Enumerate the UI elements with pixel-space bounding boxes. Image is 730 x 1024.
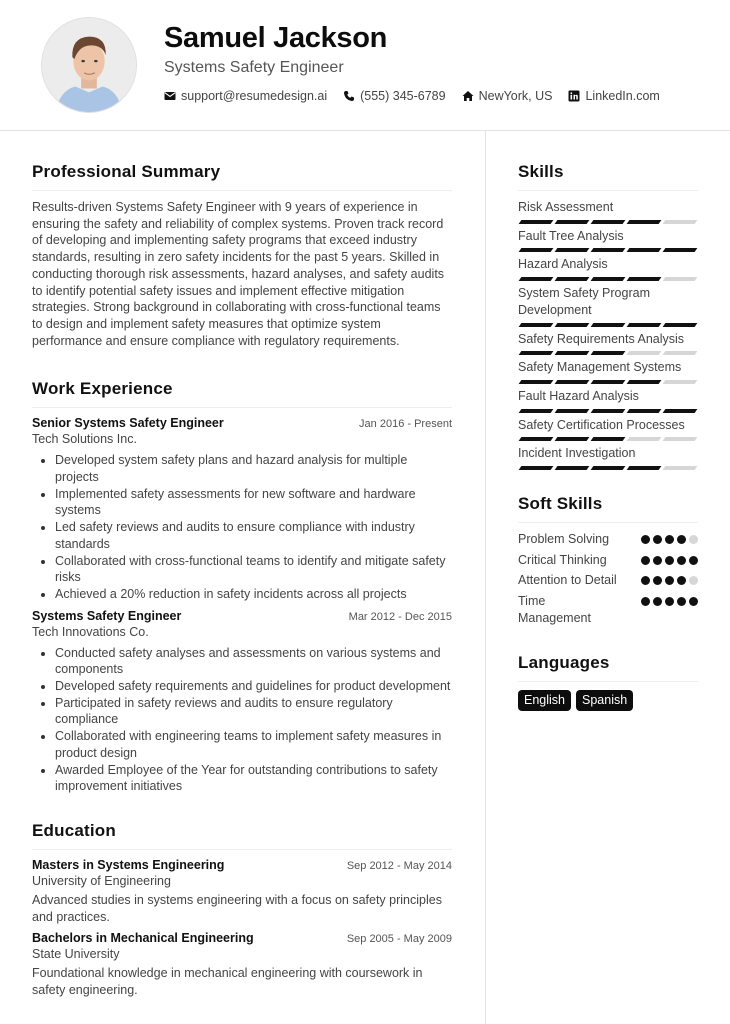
- skill-level-segment: [591, 248, 626, 252]
- skill-level-bar: [518, 409, 698, 413]
- soft-skill-name: Time Management: [518, 594, 591, 625]
- education-description: Advanced studies in systems engineering with a focus on safety principles and practices.: [32, 892, 442, 924]
- skill-item: [518, 417, 698, 442]
- envelope-icon: [164, 90, 176, 102]
- skill-level-segment: [591, 409, 626, 413]
- skill-item: [518, 331, 698, 356]
- skill-name: Incident Investigation: [518, 446, 636, 461]
- job-bullets: [32, 645, 452, 795]
- skill-level-segment: [519, 409, 554, 413]
- soft-skills-list: [518, 531, 698, 627]
- resume-header: [0, 0, 730, 131]
- soft-skill-name: Critical Thinking: [518, 552, 607, 567]
- job-bullet: Developed safety requirements and guidelines for product development: [55, 679, 451, 694]
- rating-dot-icon: [665, 597, 674, 606]
- rating-dot-icon: [689, 535, 698, 544]
- skill-level-segment: [663, 466, 698, 470]
- phone-icon: [343, 90, 355, 102]
- job-role: Senior Systems Safety Engineer: [32, 416, 224, 431]
- skill-level-segment: [627, 380, 662, 384]
- skill-level-segment: [519, 351, 554, 355]
- experience-section: [32, 349, 452, 795]
- summary-section: [32, 131, 452, 349]
- soft-skill-rating: [641, 552, 698, 569]
- skill-level-segment: [519, 323, 554, 327]
- contact-email-text: support@resumedesign.ai: [181, 89, 328, 103]
- contact-linkedin[interactable]: [568, 89, 659, 103]
- rating-dot-icon: [653, 556, 662, 565]
- contact-list: [164, 89, 676, 103]
- section-title-skills: Skills: [518, 162, 698, 191]
- job-entry: [32, 416, 452, 602]
- skill-level-segment: [591, 220, 626, 224]
- rating-dot-icon: [677, 556, 686, 565]
- skill-level-segment: [663, 248, 698, 252]
- rating-dot-icon: [677, 535, 686, 544]
- skill-item: [518, 285, 698, 326]
- languages-list: [518, 690, 698, 711]
- language-badge: English: [518, 690, 571, 711]
- home-icon: [462, 90, 474, 102]
- rating-dot-icon: [641, 576, 650, 585]
- skill-level-segment: [591, 466, 626, 470]
- skill-level-bar: [518, 323, 698, 327]
- skill-level-segment: [555, 220, 590, 224]
- rating-dot-icon: [641, 535, 650, 544]
- skill-level-segment: [591, 277, 626, 281]
- job-entry: [32, 609, 452, 795]
- skill-level-bar: [518, 351, 698, 355]
- skill-item: [518, 359, 698, 384]
- rating-dot-icon: [689, 556, 698, 565]
- skill-level-segment: [663, 323, 698, 327]
- job-bullet: Achieved a 20% reduction in safety incidents across all projects: [55, 586, 452, 603]
- soft-skill-rating: [641, 572, 698, 589]
- skill-level-segment: [555, 323, 590, 327]
- skill-name: Risk Assessment: [518, 200, 614, 214]
- job-bullet: Developed system safety plans and hazard analysis for multiple projects: [55, 452, 452, 485]
- profile-photo-icon: [42, 18, 136, 112]
- section-title-soft-skills: Soft Skills: [518, 494, 698, 523]
- soft-skill-name: Attention to Detail: [518, 573, 617, 588]
- skill-item: [518, 228, 698, 253]
- skill-level-segment: [663, 351, 698, 355]
- skill-level-segment: [519, 380, 554, 384]
- job-company: Tech Innovations Co.: [32, 624, 149, 639]
- job-company: Tech Solutions Inc.: [32, 432, 137, 447]
- skill-level-segment: [519, 466, 554, 470]
- education-entry: [32, 931, 452, 998]
- education-section: [32, 801, 452, 999]
- skill-name: Safety Requirements Analysis: [518, 331, 685, 346]
- skill-level-bar: [518, 380, 698, 384]
- candidate-title: Systems Safety Engineer: [164, 59, 344, 76]
- job-role: Systems Safety Engineer: [32, 608, 182, 623]
- skill-level-bar: [518, 220, 698, 224]
- education-dates: Sep 2005 - May 2009: [346, 933, 452, 946]
- linkedin-icon: [568, 90, 580, 102]
- rating-dot-icon: [689, 597, 698, 606]
- skill-level-segment: [555, 409, 590, 413]
- summary-text: Results-driven Systems Safety Engineer with 9 years of experience in ensuring the safety and reliability of complex systems. Proven track record of developing and implementing safety programs that exceed industry standards, resulting in zero safety incidents for the past 5 years. Skilled in conducting thorough risk assessments, hazard analyses, and safety audits to identify potential safety issues and implement effective mitigation strategies. Strong background in collaborating with cross-functional teams to design and implement safety measures that optimize system performance and ensure compliance with regulatory requirements.: [32, 200, 445, 348]
- skill-name: Safety Management Systems: [518, 360, 682, 375]
- soft-skill-item: [518, 593, 698, 626]
- skill-level-segment: [663, 409, 698, 413]
- skill-level-segment: [519, 277, 554, 281]
- skill-name: System Safety Program Development: [518, 286, 650, 317]
- section-title-education: Education: [32, 821, 452, 850]
- job-bullet: Collaborated with cross-functional teams to identify and mitigate safety risks: [55, 553, 452, 586]
- education-dates: Sep 2012 - May 2014: [346, 859, 452, 872]
- skill-level-bar: [518, 437, 698, 441]
- soft-skill-rating: [641, 531, 698, 548]
- languages-section: [518, 631, 698, 711]
- rating-dot-icon: [665, 535, 674, 544]
- rating-dot-icon: [641, 597, 650, 606]
- job-bullet: Participated in safety reviews and audits to ensure regulatory compliance: [55, 695, 452, 728]
- sidebar-column: [518, 131, 698, 711]
- skill-item: [518, 199, 698, 224]
- skill-item: [518, 256, 698, 281]
- skill-level-segment: [555, 437, 590, 441]
- job-bullet: Conducted safety analyses and assessments on various systems and components: [55, 645, 452, 678]
- job-dates: Mar 2012 - Dec 2015: [348, 610, 452, 623]
- skill-level-segment: [663, 380, 698, 384]
- skill-level-bar: [518, 277, 698, 281]
- section-title-summary: Professional Summary: [32, 162, 452, 191]
- rating-dot-icon: [653, 576, 662, 585]
- skill-level-segment: [627, 409, 662, 413]
- degree: Masters in Systems Engineering: [32, 857, 225, 872]
- skill-level-segment: [591, 437, 626, 441]
- soft-skill-item: [518, 531, 698, 548]
- skills-section: [518, 131, 698, 470]
- job-bullet: Collaborated with engineering teams to implement safety measures in product design: [55, 728, 452, 761]
- contact-location-text: NewYork, US: [478, 89, 553, 103]
- skill-level-segment: [663, 220, 698, 224]
- contact-phone[interactable]: [343, 89, 445, 103]
- skill-level-segment: [555, 248, 590, 252]
- skill-level-segment: [555, 351, 590, 355]
- job-bullet: Awarded Employee of the Year for outstanding contributions to safety improvement initiatives: [55, 762, 452, 795]
- soft-skill-item: [518, 552, 698, 569]
- skill-level-segment: [519, 220, 554, 224]
- skill-level-segment: [591, 380, 626, 384]
- skill-level-segment: [627, 220, 662, 224]
- skill-level-bar: [518, 466, 698, 470]
- skill-level-segment: [663, 437, 698, 441]
- soft-skill-item: [518, 572, 698, 589]
- skill-name: Fault Hazard Analysis: [518, 388, 639, 403]
- section-title-languages: Languages: [518, 653, 698, 682]
- rating-dot-icon: [677, 597, 686, 606]
- skill-level-segment: [591, 323, 626, 327]
- main-column: [32, 131, 452, 1005]
- job-bullet: Implemented safety assessments for new software and hardware systems: [55, 486, 452, 519]
- school: State University: [32, 947, 120, 962]
- school: University of Engineering: [32, 873, 171, 888]
- rating-dot-icon: [689, 576, 698, 585]
- skill-level-segment: [627, 323, 662, 327]
- skill-name: Fault Tree Analysis: [518, 228, 624, 243]
- rating-dot-icon: [665, 556, 674, 565]
- skill-level-segment: [555, 277, 590, 281]
- soft-skill-rating: [641, 593, 698, 626]
- skill-level-segment: [627, 351, 662, 355]
- skill-level-bar: [518, 248, 698, 252]
- skill-level-segment: [663, 277, 698, 281]
- contact-phone-text: (555) 345-6789: [360, 89, 446, 103]
- contact-location: [462, 89, 553, 103]
- rating-dot-icon: [677, 576, 686, 585]
- skill-level-segment: [555, 466, 590, 470]
- skill-name: Safety Certification Processes: [518, 417, 685, 432]
- skill-item: [518, 445, 698, 470]
- skill-level-segment: [627, 277, 662, 281]
- skill-level-segment: [555, 380, 590, 384]
- skill-level-segment: [519, 437, 554, 441]
- job-dates: Jan 2016 - Present: [359, 418, 452, 431]
- rating-dot-icon: [641, 556, 650, 565]
- contact-email[interactable]: [164, 89, 327, 103]
- degree: Bachelors in Mechanical Engineering: [32, 931, 254, 946]
- rating-dot-icon: [665, 576, 674, 585]
- rating-dot-icon: [653, 535, 662, 544]
- skills-list: [518, 199, 698, 470]
- skill-level-segment: [627, 248, 662, 252]
- education-entry: [32, 858, 452, 925]
- skill-level-segment: [591, 351, 626, 355]
- rating-dot-icon: [653, 597, 662, 606]
- skill-level-segment: [519, 248, 554, 252]
- skill-item: [518, 388, 698, 413]
- job-bullets: [32, 452, 452, 602]
- avatar: [41, 17, 137, 113]
- soft-skill-name: Problem Solving: [518, 532, 610, 547]
- education-description: Foundational knowledge in mechanical engineering with coursework in safety engineering.: [32, 966, 423, 998]
- skill-name: Hazard Analysis: [518, 257, 608, 272]
- language-badge: Spanish: [576, 690, 633, 711]
- column-divider: [485, 131, 486, 1024]
- contact-linkedin-text: LinkedIn.com: [585, 89, 660, 103]
- skill-level-segment: [627, 466, 662, 470]
- soft-skills-section: [518, 474, 698, 627]
- section-title-experience: Work Experience: [32, 379, 452, 408]
- job-bullet: Led safety reviews and audits to ensure compliance with industry standards: [55, 519, 452, 552]
- candidate-name: Samuel Jackson: [164, 22, 388, 54]
- skill-level-segment: [627, 437, 662, 441]
